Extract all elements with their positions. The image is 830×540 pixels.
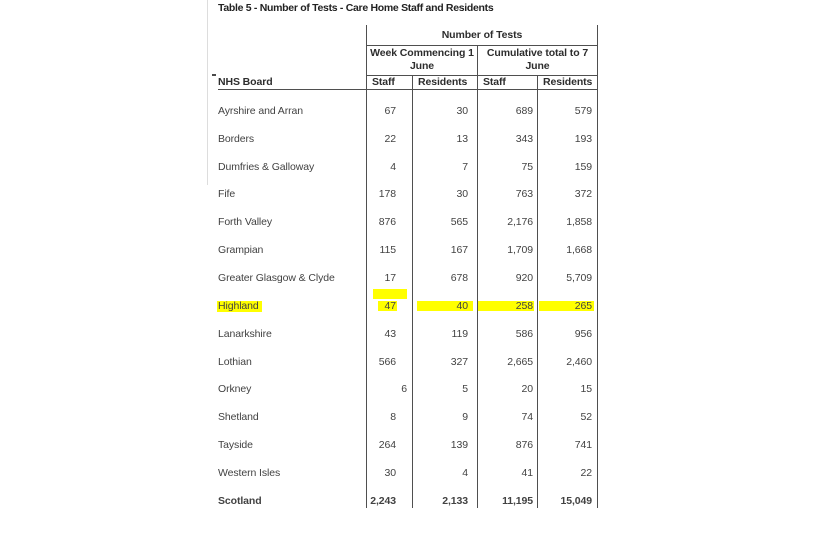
board-name: Grampian [218,244,264,257]
table-row [218,452,598,480]
board-name-cell [218,369,366,397]
residents-week-value: 13 [412,118,477,146]
board-name: Orkney [218,383,252,396]
table-row [218,313,598,341]
table-body [218,90,598,508]
staff-week-value: 115 [366,229,412,257]
residents-cumulative-value: 741 [537,424,598,452]
board-name: Lanarkshire [218,327,272,340]
staff-cumulative-value: 1,709 [477,229,537,257]
board-name-cell [218,480,366,508]
staff-week-value: 876 [366,201,412,229]
residents-week-value: 139 [412,424,477,452]
residents-week-value: 9 [412,396,477,424]
residents-week-value: 678 [412,257,477,285]
staff-week-value: 67 [366,90,412,118]
staff-cumulative-value: 2,665 [477,341,537,369]
board-name-cell [218,118,366,146]
staff-week-value: 2,243 [366,480,412,508]
residents-week-value: 7 [412,146,477,174]
staff-week-value: 30 [366,452,412,480]
board-name-cell [218,341,366,369]
residents-cumulative-value: 159 [537,146,598,174]
board-name-cell [218,257,366,285]
residents-week-value: 4 [412,452,477,480]
staff-week-value: 8 [366,396,412,424]
table-row [218,257,598,285]
table-row [218,341,598,369]
residents-week-value: 30 [412,90,477,118]
residents-week-header: Residents [412,76,477,90]
table-row [218,480,598,508]
staff-week-value: 566 [366,341,412,369]
residents-week-value: 565 [412,201,477,229]
board-name: Borders [218,132,255,145]
table-row [218,285,598,313]
board-name: Shetland [218,411,259,424]
column-group-header-row [366,46,598,76]
nhs-board-header: NHS Board [218,76,273,89]
board-name-cell [218,90,366,118]
cumulative-total-group-header: Cumulative total to 7 June [477,46,598,76]
residents-cumulative-value: 52 [537,396,598,424]
staff-cumulative-value: 11,195 [477,480,537,508]
table-row [218,369,598,397]
residents-week-value: 167 [412,229,477,257]
table-row [218,424,598,452]
number-of-tests-header: Number of Tests [366,25,598,46]
board-name: Lothian [218,355,252,368]
residents-cumulative-value: 2,460 [537,341,598,369]
staff-cumulative-value: 689 [477,90,537,118]
residents-cumulative-value: 372 [537,174,598,202]
residents-cumulative-value: 579 [537,90,598,118]
staff-week-value: 264 [366,424,412,452]
staff-cumulative-value: 876 [477,424,537,452]
data-table [218,25,598,508]
staff-cumulative-value: 258 [477,285,537,313]
table-row [218,146,598,174]
residents-cumulative-value: 956 [537,313,598,341]
table-row [218,201,598,229]
board-name-cell [218,396,366,424]
table-row [218,118,598,146]
week-commencing-group-header: Week Commencing 1 June [366,46,477,76]
board-name-cell [218,201,366,229]
staff-cumulative-value: 763 [477,174,537,202]
staff-cumulative-value: 920 [477,257,537,285]
residents-cumulative-value: 265 [537,285,598,313]
table-row [218,90,598,118]
board-name: Forth Valley [218,216,273,229]
board-name: Scotland [218,494,262,507]
staff-week-value: 43 [366,313,412,341]
residents-week-value: 40 [412,285,477,313]
board-name: Greater Glasgow & Clyde [218,272,335,285]
residents-cumulative-value: 22 [537,452,598,480]
board-name: Western Isles [218,467,281,480]
board-name-cell [218,229,366,257]
residents-cumulative-value: 15 [537,369,598,397]
staff-week-value: 6 [366,369,412,397]
board-name: Ayrshire and Arran [218,104,303,117]
residents-cumulative-value: 1,668 [537,229,598,257]
table-row [218,229,598,257]
staff-cumulative-value: 74 [477,396,537,424]
stray-line-fragment [212,74,216,76]
staff-cumulative-value: 586 [477,313,537,341]
board-name-cell [218,424,366,452]
page-title: Table 5 - Number of Tests - Care Home Staff and Residents [218,2,494,14]
staff-cumulative-value: 75 [477,146,537,174]
residents-cumulative-value: 1,858 [537,201,598,229]
column-header-row [218,76,598,91]
residents-cumulative-value: 193 [537,118,598,146]
staff-week-value: 4 [366,146,412,174]
table-row [218,396,598,424]
staff-week-value: 22 [366,118,412,146]
residents-week-value: 30 [412,174,477,202]
residents-week-value: 327 [412,341,477,369]
board-name: Tayside [218,439,253,452]
board-name-cell [218,146,366,174]
residents-cumulative-value: 5,709 [537,257,598,285]
page-edge-rule [207,0,208,185]
board-name: Fife [218,188,236,201]
staff-cumulative-value: 343 [477,118,537,146]
staff-week-value: 47 [366,285,412,313]
board-name: Dumfries & Galloway [218,160,315,173]
board-name-cell [218,452,366,480]
residents-week-value: 2,133 [412,480,477,508]
staff-cumulative-value: 20 [477,369,537,397]
residents-cumulative-header: Residents [537,76,598,90]
residents-week-value: 119 [412,313,477,341]
staff-week-value: 178 [366,174,412,202]
board-name-cell [218,285,366,313]
board-name-cell [218,174,366,202]
staff-cumulative-value: 2,176 [477,201,537,229]
board-name: Highland [217,301,262,312]
board-name-cell [218,313,366,341]
staff-cumulative-header: Staff [477,76,537,90]
staff-cumulative-value: 41 [477,452,537,480]
residents-cumulative-value: 15,049 [537,480,598,508]
staff-week-header: Staff [366,76,412,90]
residents-week-value: 5 [412,369,477,397]
table-row [218,174,598,202]
staff-week-value: 17 [366,257,412,285]
